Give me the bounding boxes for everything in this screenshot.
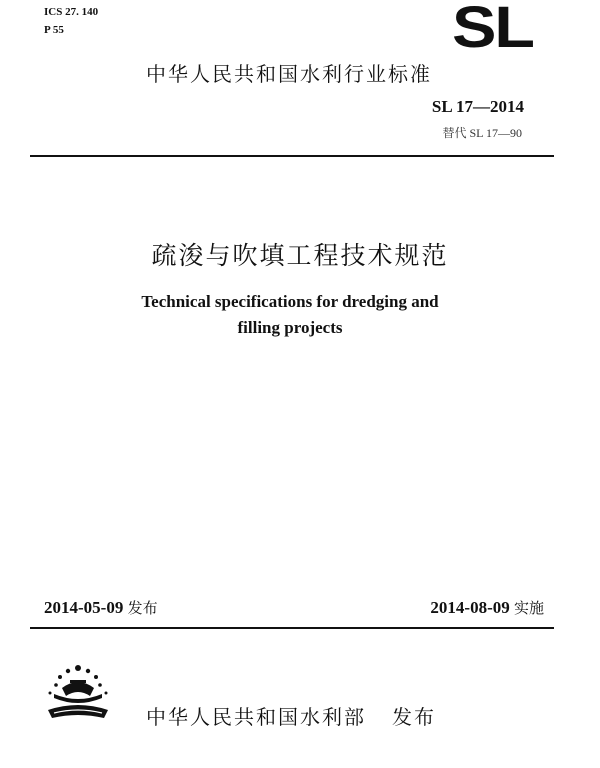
publish-date-value: 2014-05-09	[44, 598, 124, 617]
publish-label: 发布	[127, 599, 158, 617]
publisher-action: 发布	[392, 705, 436, 729]
ccs-code: P 55	[44, 24, 64, 36]
sl-logo: SL	[452, 0, 533, 60]
title-english-line-2: filling projects	[237, 318, 343, 337]
title-chinese: 疏浚与吹填工程技术规范	[151, 241, 449, 270]
title-english-line-1: Technical specifications for dredging and	[141, 292, 439, 311]
replaces-note: 替代 SL 17—90	[442, 126, 522, 140]
implement-label: 实施	[513, 599, 544, 617]
publisher-name: 中华人民共和国水利部	[146, 705, 366, 729]
implement-date-value: 2014-08-09	[430, 598, 510, 617]
bottom-divider	[30, 627, 554, 629]
implement-date	[430, 597, 544, 618]
standard-code: SL 17—2014	[431, 97, 524, 116]
publisher	[146, 701, 436, 730]
top-divider	[30, 155, 554, 157]
title-english	[0, 289, 580, 341]
standard-category: 中华人民共和国水利行业标准	[146, 62, 432, 86]
ics-code: ICS 27. 140	[44, 6, 99, 18]
ministry-emblem-icon	[40, 660, 116, 724]
publish-date	[44, 597, 158, 618]
classification-codes	[44, 6, 98, 42]
